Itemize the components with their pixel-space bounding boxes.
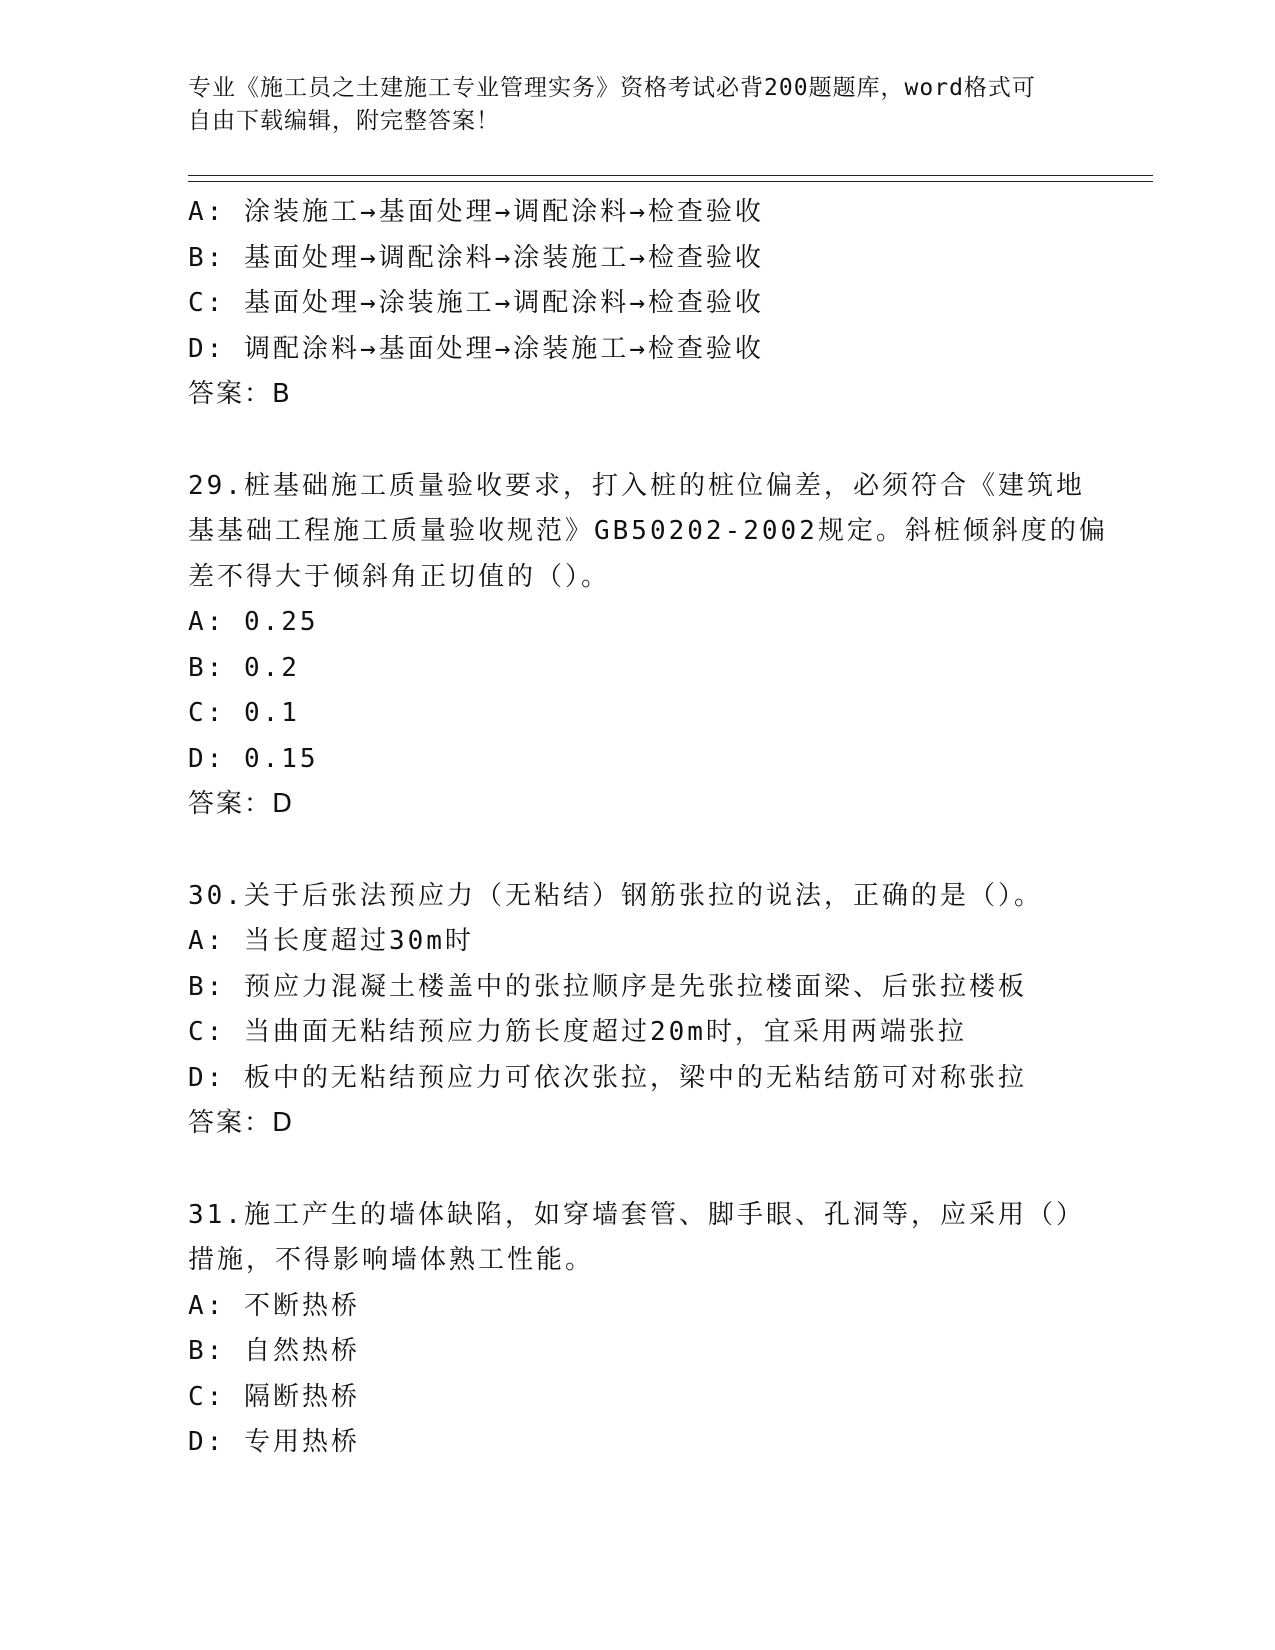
question-28-block	[188, 190, 1148, 418]
question-30-block	[188, 874, 1148, 1147]
option-a: A: 0.25	[188, 607, 319, 637]
header-line-2: 自由下载编辑，附完整答案！	[188, 108, 500, 134]
option-c: C: 当曲面无粘结预应力筋长度超过20m时，宜采用两端张拉	[188, 1017, 967, 1047]
option-b: B: 基面处理→调配涂料→涂装施工→检查验收	[188, 242, 764, 273]
question-29-block	[188, 464, 1148, 828]
document-body	[188, 190, 1148, 1466]
header-line-1: 专业《施工员之土建施工专业管理实务》资格考试必背200题题库，word格式可	[188, 75, 1036, 101]
document-header	[188, 72, 1088, 138]
option-c: C: 0.1	[188, 698, 300, 728]
answer-line: 答案：D	[188, 789, 295, 819]
question-text-line: 措施，不得影响墙体熟工性能。	[188, 1245, 595, 1275]
option-b: B: 预应力混凝土楼盖中的张拉顺序是先张拉楼面梁、后张拉楼板	[188, 971, 1027, 1002]
answer-line: 答案：B	[188, 379, 292, 409]
question-text-line: 30.关于后张法预应力（无粘结）钢筋张拉的说法，正确的是（）。	[188, 880, 1043, 911]
question-text-line: 基基础工程施工质量验收规范》GB50202-2002规定。斜桩倾斜度的偏	[188, 516, 1108, 546]
option-d: D: 调配涂料→基面处理→涂装施工→检查验收	[188, 333, 764, 364]
header-divider-top	[188, 175, 1153, 176]
question-31-block	[188, 1193, 1148, 1466]
option-b: B: 0.2	[188, 652, 300, 683]
option-d: D: 专用热桥	[188, 1427, 360, 1457]
option-a: A: 不断热桥	[188, 1290, 360, 1321]
option-d: D: 0.15	[188, 743, 319, 774]
option-c: C: 隔断热桥	[188, 1381, 360, 1412]
question-text-line: 31.施工产生的墙体缺陷，如穿墙套管、脚手眼、孔洞等，应采用（）	[188, 1199, 1085, 1230]
option-b: B: 自然热桥	[188, 1336, 360, 1366]
option-c: C: 基面处理→涂装施工→调配涂料→检查验收	[188, 288, 764, 318]
answer-line: 答案：D	[188, 1108, 295, 1138]
option-a: A: 当长度超过30m时	[188, 926, 474, 956]
option-a: A: 涂装施工→基面处理→调配涂料→检查验收	[188, 197, 764, 227]
option-d: D: 板中的无粘结预应力可依次张拉，梁中的无粘结筋可对称张拉	[188, 1062, 1027, 1093]
question-text-line: 29.桩基础施工质量验收要求，打入桩的桩位偏差，必须符合《建筑地	[188, 470, 1085, 501]
question-text-line: 差不得大于倾斜角正切值的（）。	[188, 561, 611, 592]
header-divider-bottom	[188, 181, 1153, 182]
